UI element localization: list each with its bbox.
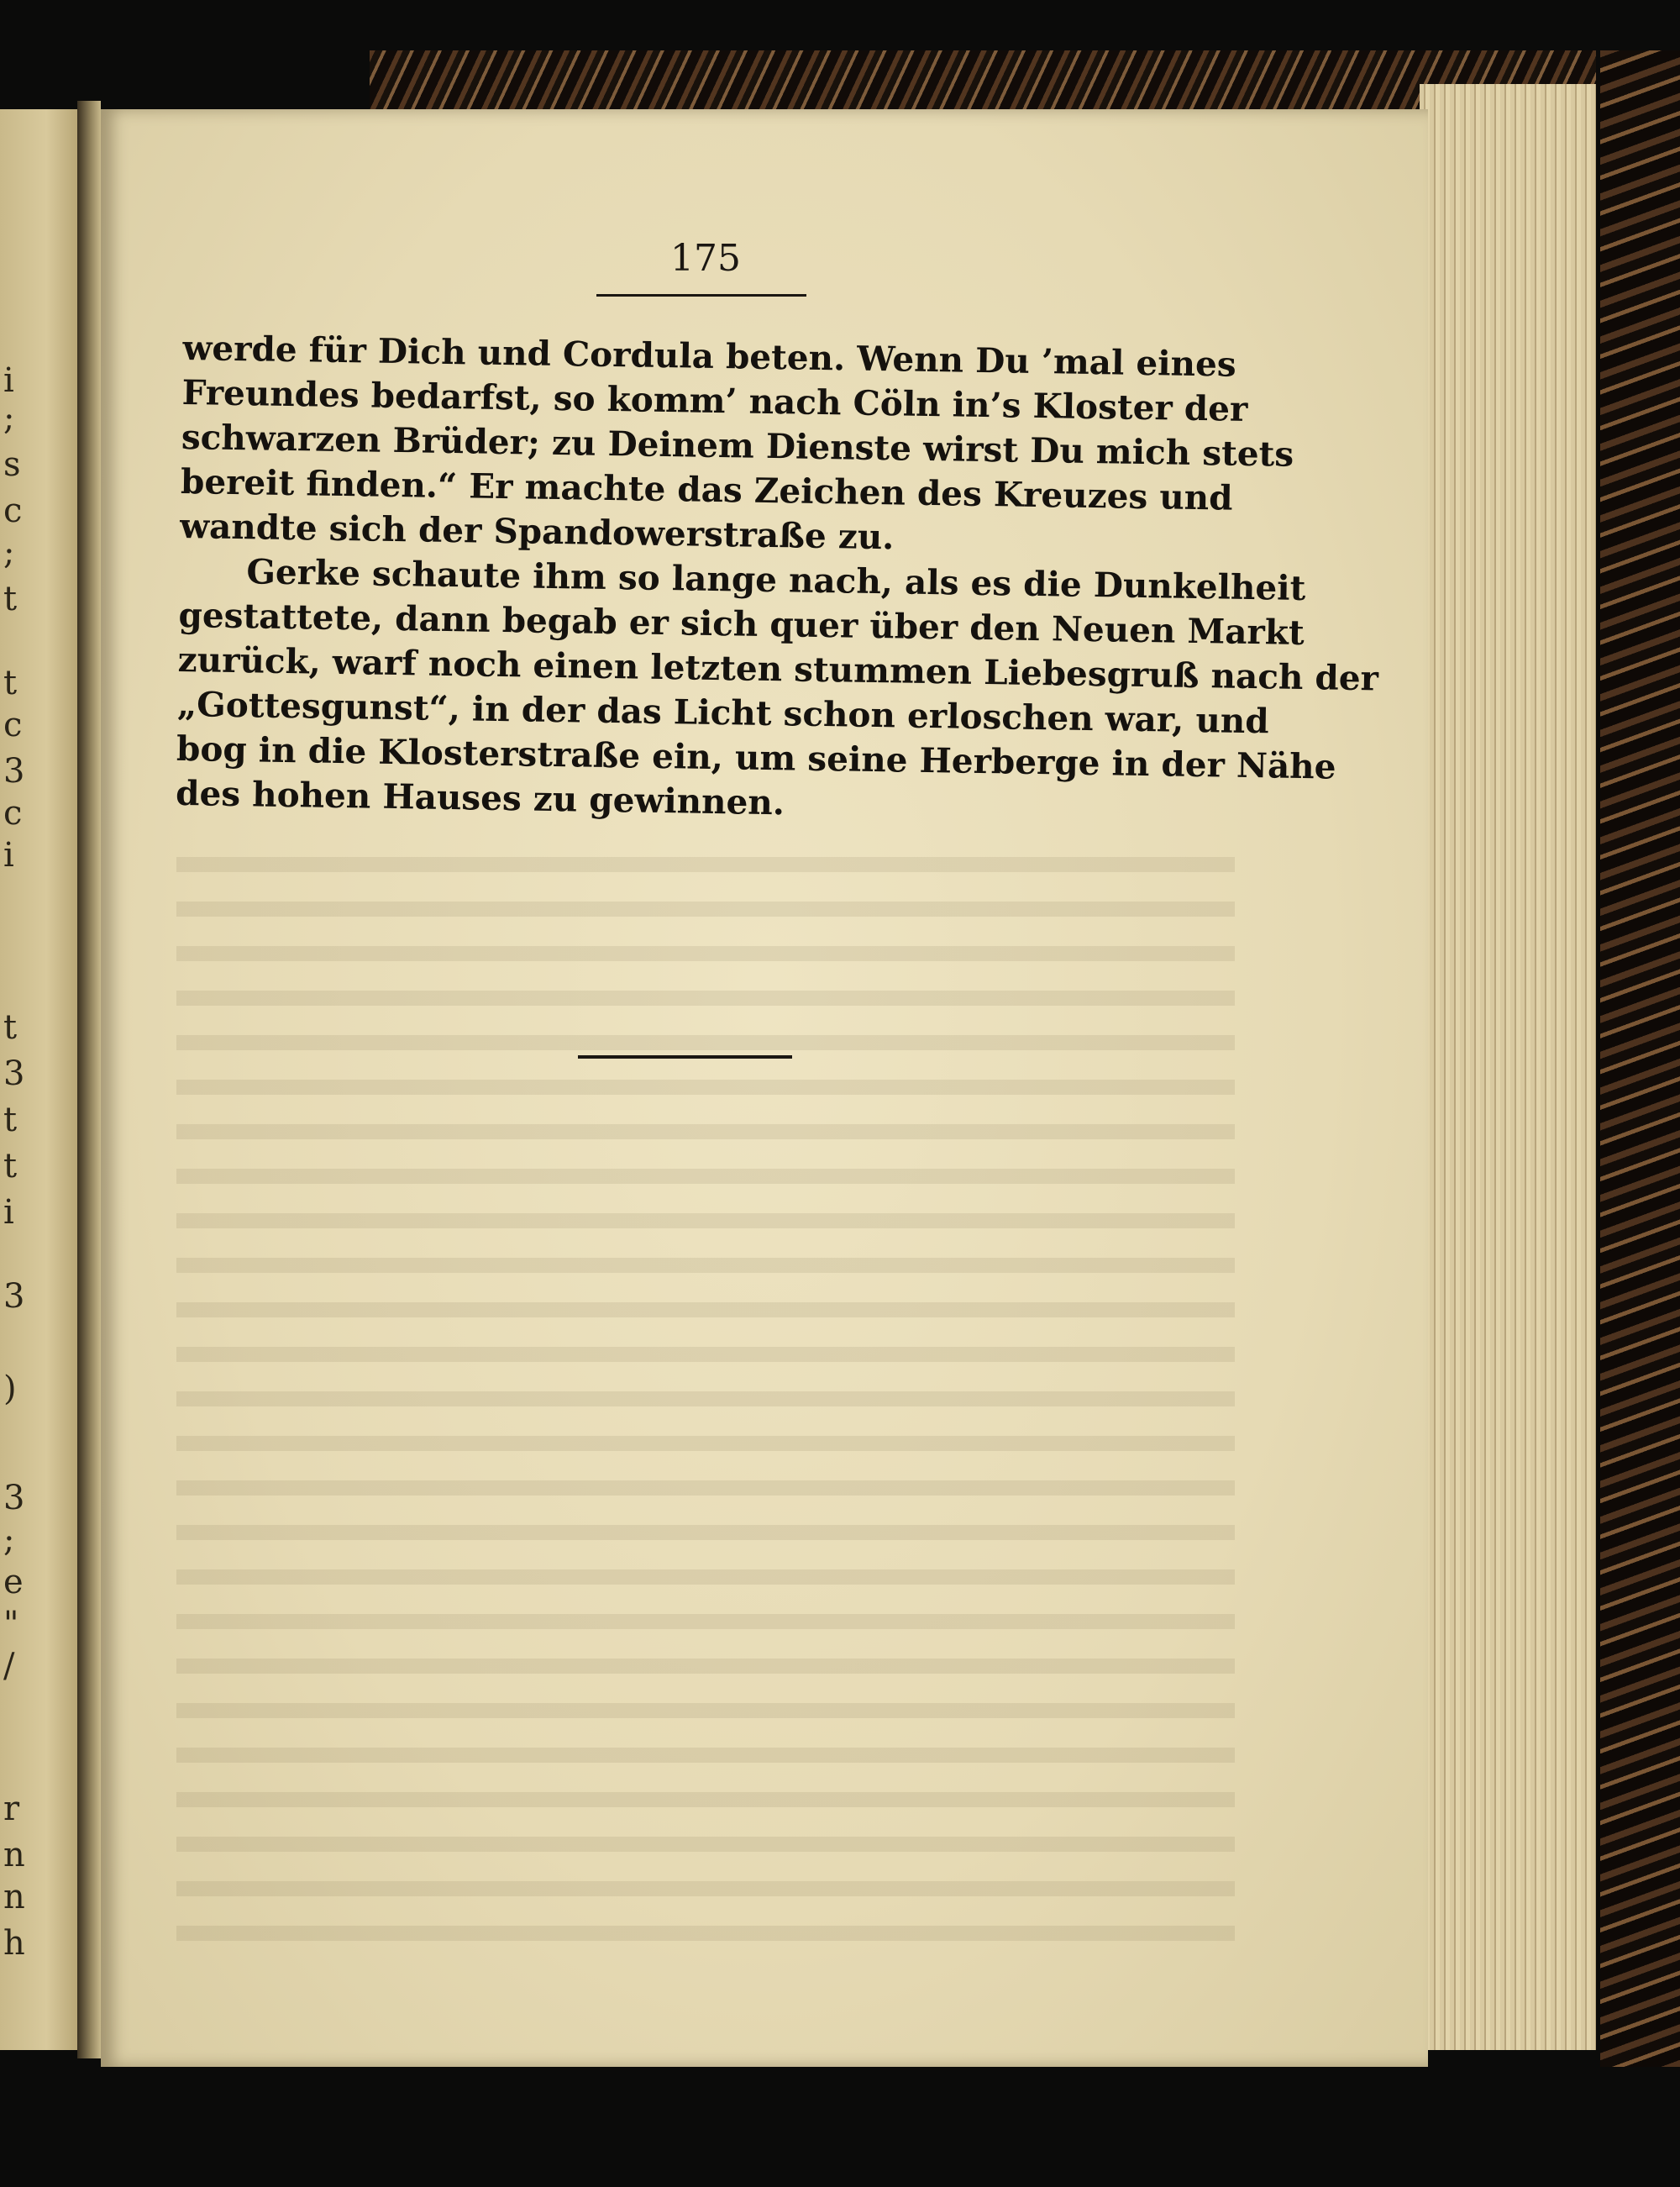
edge-char: s (3, 445, 21, 484)
edge-char: t (3, 1008, 18, 1047)
text-line: bog in die Klosterstraße ein, um seine Herberge in der Nähe (176, 728, 1336, 787)
edge-char: 3 (3, 1479, 25, 1517)
page-number-rule (596, 294, 806, 297)
body-text (175, 326, 1379, 832)
text-line: „Gottesgunst“, in der das Licht schon erloschen war, und (176, 683, 1270, 742)
text-line: bereit finden.“ Er machte das Zeichen des Kreuzes und (180, 460, 1233, 518)
edge-char: / (3, 1647, 15, 1685)
edge-char: ; (3, 1521, 15, 1559)
book-cover-right (1600, 50, 1680, 2067)
edge-char: t (3, 664, 18, 702)
previous-page-edge (0, 109, 77, 2050)
edge-char: c (3, 492, 23, 530)
text-line: des hohen Hauses zu gewinnen. (175, 772, 785, 823)
edge-char: n (3, 1836, 25, 1874)
show-through-texture (176, 857, 1235, 1966)
edge-char: i (3, 836, 14, 875)
text-line: gestattete, dann begab er sich quer über den Neuen Markt (178, 594, 1305, 654)
edge-char: ; (3, 399, 15, 438)
page-block-edges (1420, 84, 1596, 2050)
edge-char: i (3, 1193, 14, 1232)
page-number: 175 (670, 237, 741, 280)
edge-char: ; (3, 534, 15, 572)
text-line: Gerke schaute ihm so lange nach, als es die Dunkelheit (246, 551, 1306, 609)
edge-char: i (3, 361, 14, 400)
edge-char: t (3, 1147, 18, 1186)
edge-char: c (3, 706, 23, 744)
book-gutter (77, 101, 101, 2058)
edge-char: ) (3, 1370, 17, 1408)
edge-char: r (3, 1790, 20, 1828)
edge-char: h (3, 1924, 25, 1963)
text-line: Freundes bedarfst, so komm’ nach Cöln in’s Kloster der (181, 371, 1248, 429)
edge-char: 3 (3, 752, 25, 791)
edge-char: t (3, 1101, 18, 1139)
edge-char: " (3, 1605, 19, 1643)
section-divider-rule (578, 1055, 792, 1059)
text-line: zurück, warf noch einen letzten stummen Liebesgruß nach der (177, 639, 1379, 699)
text-line: schwarzen Brüder; zu Deinem Dienste wirst Du mich stets (181, 416, 1294, 475)
edge-char: c (3, 794, 23, 833)
text-line: wandte sich der Spandowerstraße zu. (179, 505, 895, 558)
edge-char: e (3, 1563, 24, 1601)
book-cover-top (370, 50, 1596, 109)
text-line: werde für Dich und Cordula beten. Wenn Du ’mal eines (182, 327, 1237, 385)
edge-char: 3 (3, 1054, 25, 1093)
edge-char: 3 (3, 1277, 25, 1316)
edge-char: n (3, 1878, 25, 1916)
edge-char: t (3, 580, 18, 618)
